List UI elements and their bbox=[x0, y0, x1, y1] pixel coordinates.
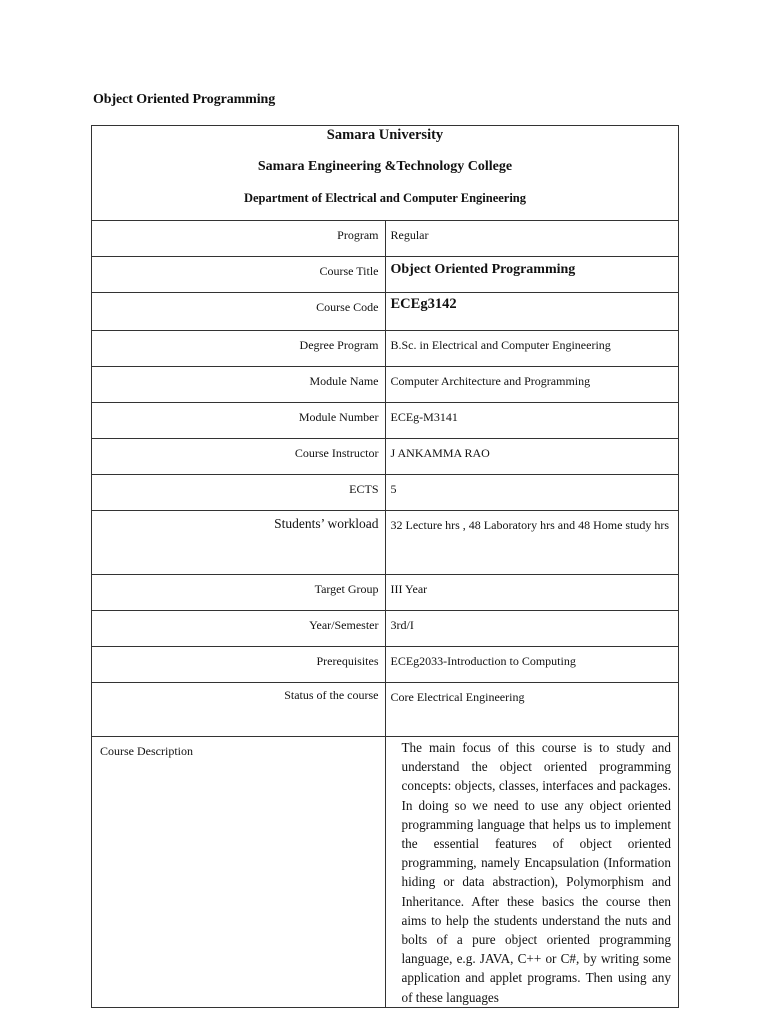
institution-header bbox=[92, 126, 679, 221]
table-row bbox=[92, 647, 679, 683]
ects-label: ECTS bbox=[92, 475, 386, 511]
table-row bbox=[92, 257, 679, 293]
table-row bbox=[92, 221, 679, 257]
course-instructor-label: Course Instructor bbox=[92, 439, 386, 475]
college-name: Samara Engineering &Technology College bbox=[257, 159, 513, 174]
table-row bbox=[92, 575, 679, 611]
table-row bbox=[92, 367, 679, 403]
table-row bbox=[92, 331, 679, 367]
course-code-value: ECEg3142 bbox=[385, 293, 679, 331]
course-description-label: Course Description bbox=[92, 737, 386, 1008]
department-name: Department of Electrical and Computer Engineering bbox=[243, 191, 527, 205]
table-row bbox=[92, 611, 679, 647]
program-value: Regular bbox=[385, 221, 679, 257]
table-row bbox=[92, 293, 679, 331]
degree-program-label: Degree Program bbox=[92, 331, 386, 367]
ects-value: 5 bbox=[385, 475, 679, 511]
status-label: Status of the course bbox=[92, 683, 386, 737]
course-code-label: Course Code bbox=[92, 293, 386, 331]
university-name: Samara University bbox=[326, 127, 444, 143]
target-group-value: III Year bbox=[385, 575, 679, 611]
degree-program-value: B.Sc. in Electrical and Computer Engineering bbox=[385, 331, 679, 367]
course-instructor-value: J ANKAMMA RAO bbox=[385, 439, 679, 475]
table-row bbox=[92, 737, 679, 1008]
workload-value: 32 Lecture hrs , 48 Laboratory hrs and 48 Home study hrs bbox=[385, 511, 679, 575]
program-label: Program bbox=[92, 221, 386, 257]
prerequisites-label: Prerequisites bbox=[92, 647, 386, 683]
table-row bbox=[92, 403, 679, 439]
course-title-value: Object Oriented Programming bbox=[385, 257, 679, 293]
table-row bbox=[92, 439, 679, 475]
workload-label: Students’ workload bbox=[92, 511, 386, 575]
table-row bbox=[92, 683, 679, 737]
course-title-label: Course Title bbox=[92, 257, 386, 293]
table-row bbox=[92, 511, 679, 575]
prerequisites-value: ECEg2033-Introduction to Computing bbox=[385, 647, 679, 683]
module-name-value: Computer Architecture and Programming bbox=[385, 367, 679, 403]
target-group-label: Target Group bbox=[92, 575, 386, 611]
table-row bbox=[92, 475, 679, 511]
status-value: Core Electrical Engineering bbox=[385, 683, 679, 737]
course-description-value: The main focus of this course is to study and understand the object oriented programming concepts: objects, classes, interfaces and packages. In doing so we need to use any object oriented programming language that helps us to implement the essential features of object oriented programming, namely Encapsulation (Information hiding or data abstraction), Polymorphism and Inheritance. After these basics the course then aims to help the students understand the nuts and bolts of a pure object oriented programming language, e.g. JAVA, C++ or C#, by writing some application and applet programs. Then using any of these languages bbox=[385, 737, 679, 1008]
module-number-value: ECEg-M3141 bbox=[385, 403, 679, 439]
course-info-table bbox=[91, 125, 679, 1008]
year-semester-value: 3rd/I bbox=[385, 611, 679, 647]
document-heading: Object Oriented Programming bbox=[93, 92, 276, 107]
module-number-label: Module Number bbox=[92, 403, 386, 439]
year-semester-label: Year/Semester bbox=[92, 611, 386, 647]
table-header-row bbox=[92, 126, 679, 221]
module-name-label: Module Name bbox=[92, 367, 386, 403]
